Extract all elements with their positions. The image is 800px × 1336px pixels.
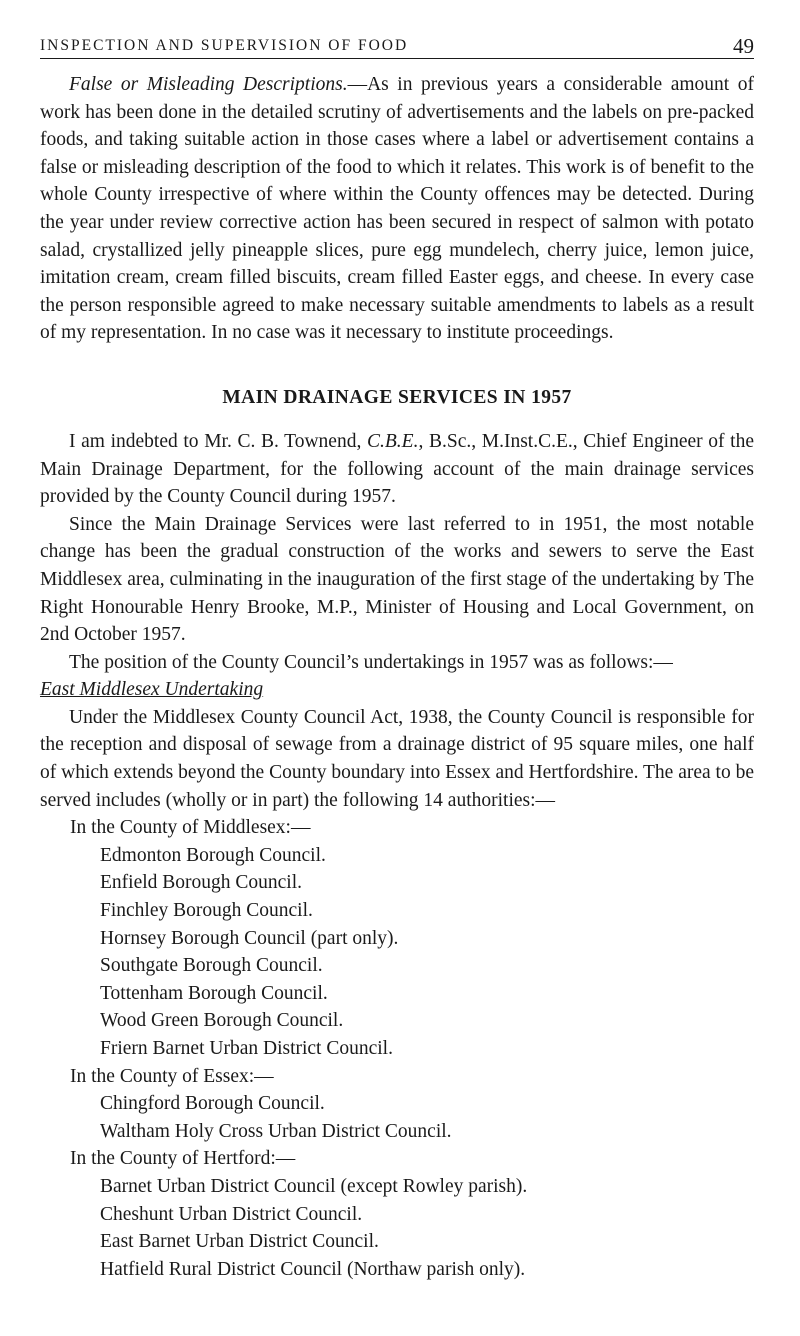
intro-before: I am indebted to Mr. C. B. Townend, bbox=[69, 430, 367, 452]
group-intro-essex: In the County of Essex:— bbox=[70, 1065, 274, 1087]
paragraph-lead: False or Misleading Descriptions. bbox=[69, 74, 348, 95]
paragraph-text: —As in previous years a considerable amount of work has been done in the detailed scrutiny of advertisements and the labels on pre-packed foods, and taking suitable action in those cases where a label or advertisement contains a false or misleading description of the food to which it relates. This work is of benefit to the whole County irrespective of where within the County offences may be detected. During the year under review corrective action has been secured in respect of salmon with potato salad, crystallized jelly pineapple slices, pure egg mundelech, cherry juice, lemon juice, imitation cream, cream filled biscuits, cream filled Easter eggs, and cheese. In every case the person responsible agreed to make necessary suitable amendments to labels as a result of my representation. In no case was it necessary to institute proceedings. bbox=[40, 74, 754, 344]
section-heading: MAIN DRAINAGE SERVICES IN 1957 bbox=[222, 386, 572, 408]
running-header bbox=[40, 36, 754, 59]
running-title: INSPECTION AND SUPERVISION OF FOOD bbox=[40, 37, 409, 54]
list-item: Finchley Borough Council. bbox=[100, 900, 313, 922]
group-intro-hertford: In the County of Hertford:— bbox=[70, 1148, 296, 1170]
list-item: Chingford Borough Council. bbox=[100, 1093, 325, 1115]
list-item: Tottenham Borough Council. bbox=[100, 982, 328, 1004]
list-item: Edmonton Borough Council. bbox=[100, 844, 326, 866]
page-number: 49 bbox=[733, 34, 754, 58]
list-item: Waltham Holy Cross Urban District Council. bbox=[100, 1120, 452, 1142]
subheading-east-middlesex: East Middlesex Undertaking bbox=[40, 679, 264, 701]
intro-after: , B.Sc., M.Inst.C.E., Chief Engineer of the Main Drainage Department, for the following account of the main drainage services provided by the County Council during 1957. bbox=[40, 430, 754, 508]
document-page bbox=[40, 36, 754, 1283]
intro-honour: C.B.E. bbox=[367, 430, 419, 452]
position-paragraph: The position of the County Council’s undertakings in 1957 was as follows:— bbox=[69, 651, 673, 673]
authority-list-essex bbox=[40, 1090, 754, 1145]
list-item: Barnet Urban District Council (except Rowley parish). bbox=[100, 1175, 528, 1197]
list-item: Friern Barnet Urban District Council. bbox=[100, 1038, 393, 1059]
list-item: Southgate Borough Council. bbox=[100, 955, 323, 977]
intro-paragraph bbox=[40, 428, 754, 511]
authority-list-middlesex bbox=[40, 842, 754, 1063]
list-item: Cheshunt Urban District Council. bbox=[100, 1203, 363, 1225]
under-act-paragraph: Under the Middlesex County Council Act, 1938, the County Council is responsible for the reception and disposal of sewage from a drainage district of 95 square miles, one half of which extends beyond the County boundary into Essex and Hertfordshire. The area to be served includes (wholly or in part) the following 14 authorities:— bbox=[40, 706, 754, 811]
list-item: Hornsey Borough Council (part only). bbox=[100, 927, 399, 949]
list-item: East Barnet Urban District Council. bbox=[100, 1231, 379, 1253]
authority-list-hertford bbox=[40, 1173, 754, 1283]
since-paragraph: Since the Main Drainage Services were last referred to in 1951, the most notable change has been the gradual construction of the works and sewers to serve the East Middlesex area, culminating in the inauguration of the first stage of the undertaking by The Right Honourable Henry Brooke, M.P., Minister of Housing and Local Government, on 2nd October 1957. bbox=[40, 513, 754, 646]
list-item: Enfield Borough Council. bbox=[100, 872, 303, 894]
list-item: Wood Green Borough Council. bbox=[100, 1010, 344, 1032]
false-descriptions-paragraph bbox=[40, 71, 754, 347]
list-item: Hatfield Rural District Council (Northaw parish only). bbox=[100, 1258, 526, 1280]
group-intro-middlesex: In the County of Middlesex:— bbox=[70, 817, 311, 839]
